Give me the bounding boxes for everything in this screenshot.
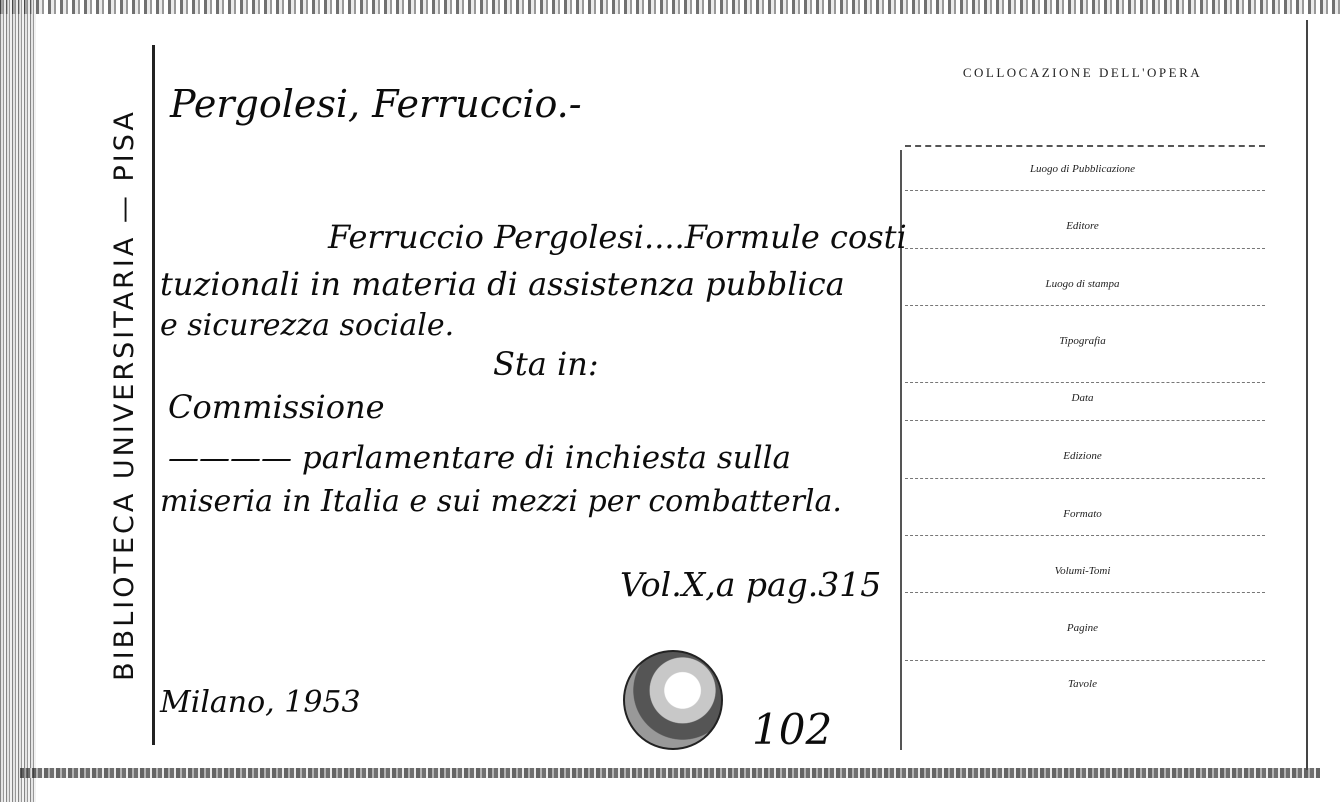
- library-name: BIBLIOTECA UNIVERSITARIA — PISA: [109, 109, 140, 681]
- margin-rule-left: [152, 45, 155, 745]
- volume-reference: Vol.X,a pag.315: [620, 565, 882, 604]
- entry-line-1: Ferruccio Pergolesi....Formule costi: [328, 218, 907, 256]
- commission-line-1: Commissione: [168, 388, 385, 426]
- field-format: Formato: [1063, 508, 1102, 520]
- field-pages: Pagine: [1066, 622, 1099, 634]
- field-volumes: Volumi-Tomi: [1054, 565, 1111, 577]
- scan-edge-top: [0, 0, 1343, 14]
- commission-line-3: miseria in Italia e sui mezzi per combatterla.: [160, 484, 842, 519]
- field-rule: [905, 305, 1265, 306]
- place-year: Milano, 1953: [160, 685, 361, 720]
- margin-rule-right: [1306, 20, 1308, 770]
- field-edition: Edizione: [1063, 450, 1102, 462]
- sta-in-label: Sta in:: [493, 345, 599, 383]
- field-rule: [905, 382, 1265, 383]
- entry-line-2: tuzionali in materia di assistenza pubblica: [160, 265, 845, 303]
- field-rule: [905, 420, 1265, 421]
- shelf-number: 102: [752, 705, 833, 754]
- entry-line-3: e sicurezza sociale.: [160, 308, 455, 343]
- field-rule: [905, 478, 1265, 479]
- field-printer: Tipografia: [1059, 335, 1106, 347]
- field-place-of-printing: Luogo di stampa: [1045, 278, 1120, 290]
- field-rule: [905, 660, 1265, 661]
- library-stamp-icon: [623, 650, 723, 750]
- field-publisher: Editore: [1066, 220, 1099, 232]
- field-rule: [905, 592, 1265, 593]
- scan-edge-left: [0, 0, 36, 802]
- field-rule: [905, 190, 1265, 191]
- field-place-of-publication: Luogo di Pubblicazione: [1029, 163, 1136, 175]
- scan-edge-bottom: [20, 768, 1320, 778]
- panel-rule-top: [905, 145, 1265, 147]
- field-plates: Tavole: [1068, 678, 1097, 690]
- field-rule: [905, 248, 1265, 249]
- author-heading: Pergolesi, Ferruccio.-: [170, 82, 582, 126]
- field-date: Data: [1071, 392, 1094, 404]
- commission-line-2: ———— parlamentare di inchiesta sulla: [168, 440, 792, 476]
- collocation-heading: COLLOCAZIONE DELL'OPERA: [962, 65, 1203, 80]
- field-rule: [905, 535, 1265, 536]
